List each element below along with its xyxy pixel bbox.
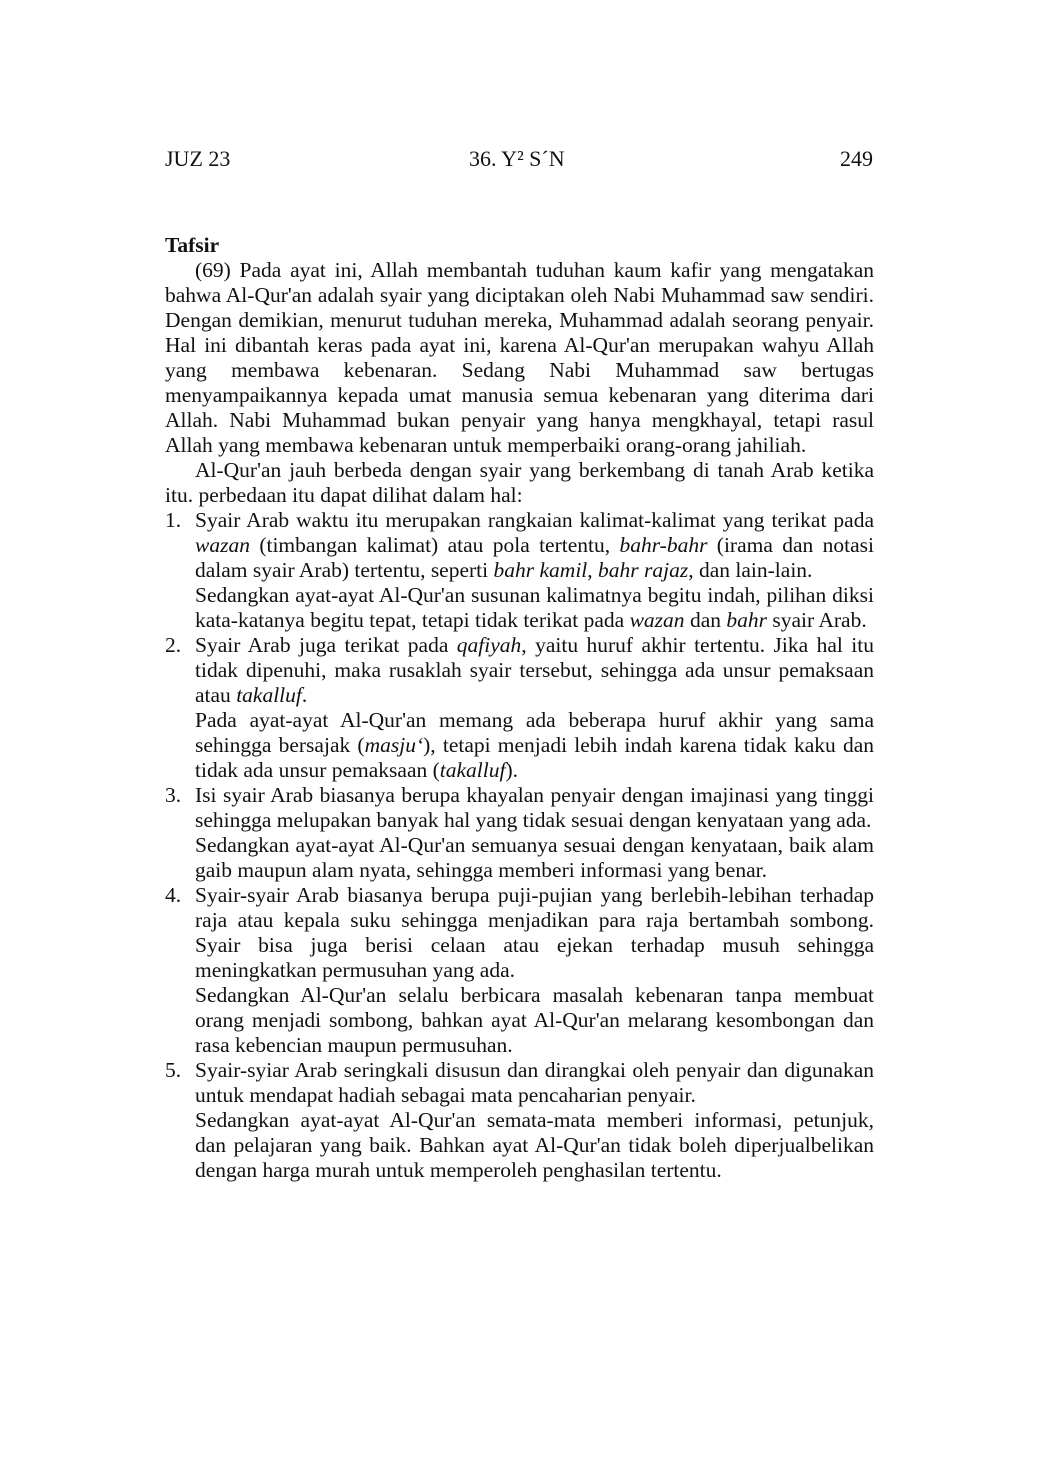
text-run: , dan lain-lain. bbox=[688, 558, 813, 582]
item-paragraph bbox=[195, 508, 874, 583]
item-number: 2. bbox=[165, 633, 182, 657]
item-paragraph bbox=[195, 983, 874, 1058]
list-item bbox=[165, 783, 874, 883]
text-run: Syair Arab waktu itu merupakan rangkaian kalimat-kalimat yang terikat pada bbox=[195, 508, 874, 532]
list-item bbox=[165, 633, 874, 783]
item-paragraph bbox=[195, 1058, 874, 1108]
text-run: ). bbox=[505, 758, 519, 782]
italic-term: bahr rajaz bbox=[598, 558, 689, 582]
page-header bbox=[165, 145, 873, 173]
text-run: Sedangkan ayat-ayat Al-Qur'an susunan kalimatnya begitu indah, pilihan diksi kata-katanya begitu tepat, tetapi tidak terikat pada bbox=[195, 583, 874, 632]
text-run: (timbangan kalimat) atau pola tertentu, bbox=[249, 533, 620, 557]
item-paragraph bbox=[195, 1108, 874, 1183]
text-run: Pada ayat-ayat Al-Qur'an memang ada beberapa huruf akhir yang sama sehingga bersajak ( bbox=[195, 708, 874, 757]
text-run: , yaitu huruf akhir tertentu. Jika hal itu tidak dipenuhi, maka rusaklah syair tersebut, sehingga ada unsur pemaksaan atau bbox=[195, 633, 874, 707]
text-run: Sedangkan ayat-ayat Al-Qur'an semuanya sesuai dengan kenyataan, baik alam gaib maupun alam nyata, sehingga memberi informasi yang benar. bbox=[195, 833, 874, 882]
paragraph: (69) Pada ayat ini, Allah membantah tuduhan kaum kafir yang mengatakan bahwa Al-Qur'an adalah syair yang diciptakan oleh Nabi Muhammad saw sendiri. Dengan demikian, menurut tuduhan mereka, Muhammad adalah seorang penyair. Hal ini dibantah keras pada ayat ini, karena Al-Qur'an merupakan wahyu Allah yang membawa kebenaran. Sedang Nabi Muhammad saw bertugas menyampaikannya kepada umat manusia semua kebenaran yang diterima dari Allah. Nabi Muhammad bukan penyair yang hanya mengkhayal, tetapi rasul Allah yang membawa kebenaran untuk memperbaiki orang-orang jahiliah. bbox=[165, 258, 874, 457]
juz-label: JUZ 23 bbox=[165, 146, 231, 171]
item-number: 3. bbox=[165, 783, 182, 807]
italic-term: wazan bbox=[629, 608, 685, 632]
item-number: 5. bbox=[165, 1058, 182, 1082]
item-number: 4. bbox=[165, 883, 182, 907]
text-run: . bbox=[301, 683, 308, 707]
text-run: (irama dan notasi dalam syair Arab) tertentu, seperti bbox=[195, 533, 874, 582]
page-number: 249 bbox=[840, 146, 873, 171]
page-body bbox=[165, 233, 874, 1183]
text-run: Sedangkan ayat-ayat Al-Qur'an semata-mata memberi informasi, petunjuk, dan pelajaran yang baik. Bahkan ayat Al-Qur'an tidak boleh diperjualbelikan dengan harga murah untuk memperoleh penghasilan tertentu. bbox=[195, 1108, 874, 1182]
text-run: Syair-syair Arab biasanya berupa puji-pujian yang berlebih-lebihan terhadap raja atau kepala suku sehingga menjadikan para raja bertambah sombong. Syair bisa juga berisi celaan atau ejekan terhadap musuh sehingga meningkatkan permusuhan yang ada. bbox=[195, 883, 874, 982]
text-run: Sedangkan Al-Qur'an selalu berbicara masalah kebenaran tanpa membuat orang menjadi sombong, bahkan ayat Al-Qur'an melarang kesombongan dan rasa kebencian maupun permusuhan. bbox=[195, 983, 874, 1057]
italic-term: masju‘ bbox=[364, 733, 424, 757]
section-heading: Tafsir bbox=[165, 233, 220, 257]
list-item bbox=[165, 1058, 874, 1183]
item-paragraph bbox=[195, 708, 874, 783]
item-number: 1. bbox=[165, 508, 182, 532]
list-item bbox=[165, 883, 874, 1058]
italic-term: bahr-bahr bbox=[619, 533, 708, 557]
item-paragraph bbox=[195, 583, 874, 633]
italic-term: bahr kamil bbox=[493, 558, 588, 582]
text-run: Syair-syiar Arab seringkali disusun dan dirangkai oleh penyair dan digunakan untuk mendapat hadiah sebagai mata pencaharian penyair. bbox=[195, 1058, 874, 1107]
italic-term: takalluf bbox=[236, 683, 302, 707]
list-item bbox=[165, 508, 874, 633]
surah-title: 36. Y² S´N bbox=[469, 146, 565, 171]
text-run: dan bbox=[684, 608, 727, 632]
text-run: Syair Arab juga terikat pada bbox=[195, 633, 457, 657]
text-run: , bbox=[587, 558, 599, 582]
text-run: ), tetapi menjadi lebih indah karena tidak kaku dan tidak ada unsur pemaksaan ( bbox=[195, 733, 875, 782]
italic-term: qafiyah bbox=[456, 633, 522, 657]
text-run: syair Arab. bbox=[766, 608, 867, 632]
text-run: Isi syair Arab biasanya berupa khayalan penyair dengan imajinasi yang tinggi sehingga melupakan banyak hal yang tidak sesuai dengan kenyataan yang ada. bbox=[195, 783, 874, 832]
item-paragraph bbox=[195, 783, 874, 833]
item-paragraph bbox=[195, 633, 874, 708]
item-paragraph bbox=[195, 833, 874, 883]
numbered-list bbox=[165, 508, 874, 1183]
item-paragraph bbox=[195, 883, 874, 983]
italic-term: wazan bbox=[195, 533, 250, 557]
italic-term: bahr bbox=[726, 608, 767, 632]
paragraph: Al-Qur'an jauh berbeda dengan syair yang berkembang di tanah Arab ketika itu. perbedaan itu dapat dilihat dalam hal: bbox=[165, 458, 874, 507]
italic-term: takalluf bbox=[439, 758, 506, 782]
